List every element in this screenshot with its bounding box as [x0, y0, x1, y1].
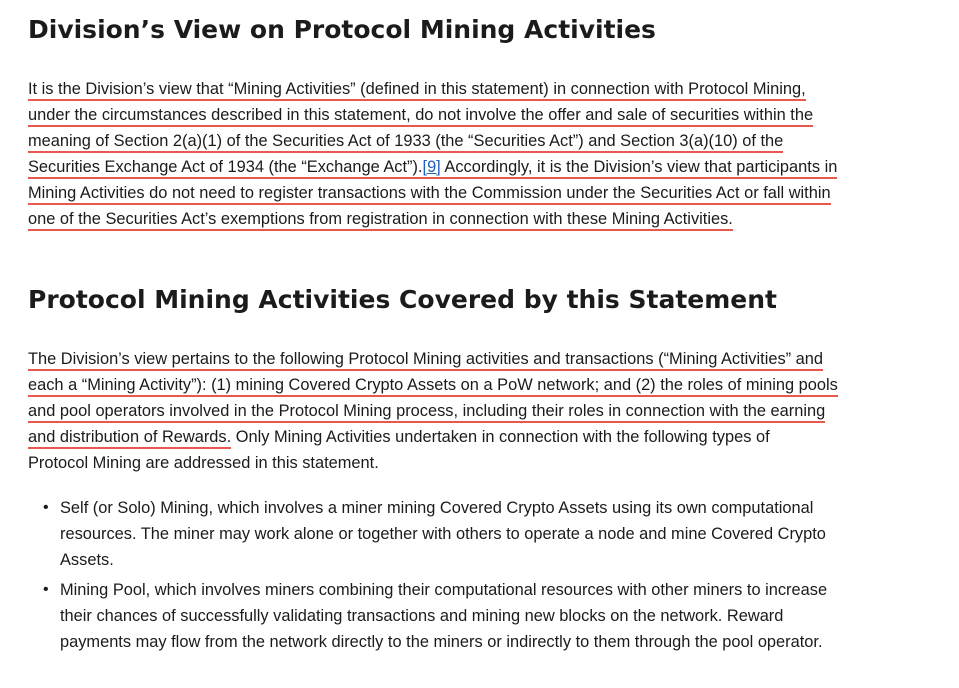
paragraph-line [28, 424, 838, 450]
footnote-link[interactable]: [9] [422, 158, 441, 176]
line-text: Accordingly, it is the Division’s view that participants in [444, 158, 838, 176]
list-item-line: Mining Pool, which involves miners combining their computational resources with other miners to increase [60, 581, 828, 599]
paragraph-line [28, 76, 837, 102]
paragraph-line [28, 398, 838, 424]
section-heading-division-view: Division’s View on Protocol Mining Activities [28, 15, 656, 44]
highlight-underline: one of the Securities Act’s exemptions from registration in connection with these Mining Activities. [28, 210, 733, 231]
list-item-line: payments may flow from the network directly to the miners or indirectly to them through the pool operator. [60, 633, 823, 651]
paragraph-line [28, 206, 837, 232]
bullet-dot: • [43, 581, 49, 598]
highlight-underline: Mining Activities do not need to register transactions with the Commission under the Securities Act or fall within [28, 184, 831, 205]
paragraph-line [28, 102, 837, 128]
highlight-underline: under the circumstances described in this statement, do not involve the offer and sale of securities within the [28, 106, 813, 127]
mining-types-list [28, 495, 827, 659]
paragraph-covered-activities [28, 346, 838, 476]
list-item-line: their chances of successfully validating transactions and mining new blocks on the network. Reward [60, 607, 784, 625]
highlight-underline: and pool operators involved in the Protocol Mining process, including their roles in connection with the earning [28, 402, 825, 423]
paragraph-line [28, 346, 838, 372]
highlight-underline: each a “Mining Activity”): (1) mining Covered Crypto Assets on a PoW network; and (2) the roles of mining pools [28, 376, 838, 397]
list-item-mining-pool [28, 577, 827, 655]
list-item-line: Assets. [60, 551, 114, 569]
line-text: Only Mining Activities undertaken in connection with the following types of [235, 428, 770, 446]
paragraph-line [28, 372, 838, 398]
line-text: Protocol Mining are addressed in this statement. [28, 454, 379, 472]
list-item-line: resources. The miner may work alone or together with others to operate a node and mine Covered Crypto [60, 525, 826, 543]
list-item-solo-mining [28, 495, 827, 573]
paragraph-line [28, 128, 837, 154]
paragraph-division-view [28, 76, 837, 232]
paragraph-line [28, 154, 837, 180]
highlight-underline [28, 158, 837, 179]
paragraph-line [28, 180, 837, 206]
highlight-underline: The Division’s view pertains to the following Protocol Mining activities and transactions (“Mining Activities” and [28, 350, 823, 371]
paragraph-line [28, 450, 838, 476]
highlight-underline: meaning of Section 2(a)(1) of the Securities Act of 1933 (the “Securities Act”) and Section 3(a)(10) of the [28, 132, 783, 153]
list-item-line: Self (or Solo) Mining, which involves a miner mining Covered Crypto Assets using its own computational [60, 499, 814, 517]
highlight-underline: It is the Division’s view that “Mining Activities” (defined in this statement) in connection with Protocol Mining, [28, 80, 806, 101]
bullet-dot: • [43, 499, 49, 516]
line-text: Securities Exchange Act of 1934 (the “Exchange Act”). [28, 158, 423, 176]
highlight-underline: and distribution of Rewards. [28, 428, 231, 449]
section-heading-covered-activities: Protocol Mining Activities Covered by this Statement [28, 285, 777, 314]
